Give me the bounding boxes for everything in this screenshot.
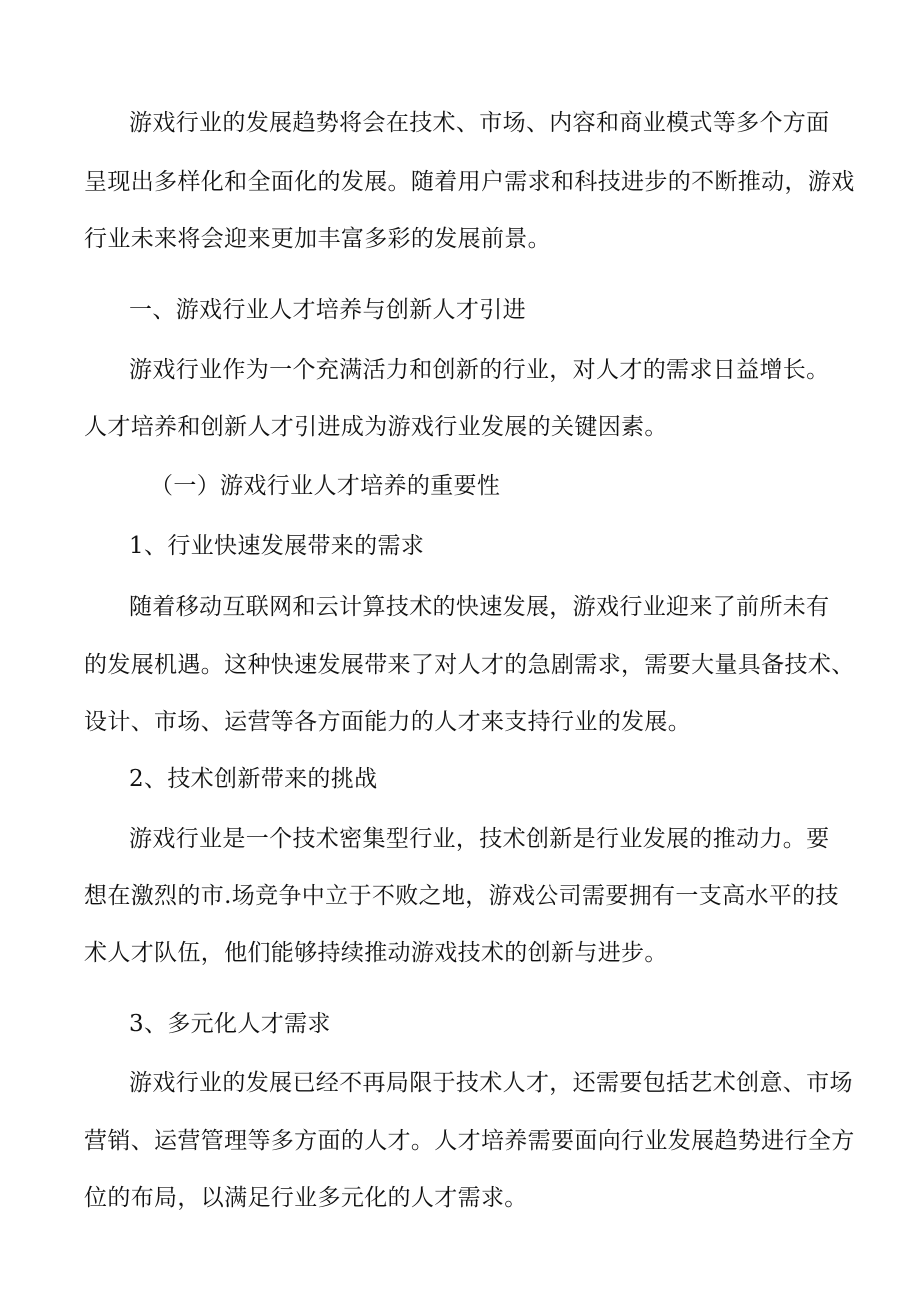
item-2-paragraph-line-3: 术人才队伍，他们能够持续推动游戏技术的创新与进步。 [84, 940, 668, 966]
item-2-paragraph-line-1: 游戏行业是一个技术密集型行业，技术创新是行业发展的推动力。要 [129, 826, 830, 852]
section-heading: 一、游戏行业人才培养与创新人才引进 [129, 297, 526, 323]
item-3-paragraph-line-2: 营销、运营管理等多方面的人才。人才培养需要面向行业发展趋势进行全方 [84, 1128, 855, 1154]
item-2-heading: 2、技术创新带来的挑战 [129, 766, 378, 792]
intro-paragraph-line-3: 行业未来将会迎来更加丰富多彩的发展前景。 [84, 226, 551, 252]
intro-paragraph-line-2: 呈现出多样化和全面化的发展。随着用户需求和科技进步的不断推动，游戏 [84, 169, 855, 195]
item-3-paragraph-line-1: 游戏行业的发展已经不再局限于技术人才，还需要包括艺术创意、市场 [129, 1070, 853, 1096]
item-1-paragraph-line-1: 随着移动互联网和云计算技术的快速发展，游戏行业迎来了前所未有 [129, 594, 830, 620]
item-1-paragraph-line-2: 的发展机遇。这种快速发展带来了对人才的急剧需求，需要大量具备技术、 [84, 652, 855, 678]
section-intro-line-1: 游戏行业作为一个充满活力和创新的行业，对人才的需求日益增长。 [129, 357, 830, 383]
section-intro-line-2: 人才培养和创新人才引进成为游戏行业发展的关键因素。 [84, 414, 668, 440]
item-1-paragraph-line-3: 设计、市场、运营等各方面能力的人才来支持行业的发展。 [84, 709, 692, 735]
item-3-heading: 3、多元化人才需求 [129, 1011, 331, 1037]
subsection-heading: （一）游戏行业人才培养的重要性 [150, 473, 501, 499]
item-3-paragraph-line-3: 位的布局，以满足行业多元化的人才需求。 [84, 1185, 528, 1211]
intro-paragraph-line-1: 游戏行业的发展趋势将会在技术、市场、内容和商业模式等多个方面 [129, 110, 830, 136]
item-1-heading: 1、行业快速发展带来的需求 [129, 533, 425, 559]
item-2-paragraph-line-2: 想在激烈的市.场竞争中立于不败之地，游戏公司需要拥有一支高水平的技 [84, 883, 839, 909]
